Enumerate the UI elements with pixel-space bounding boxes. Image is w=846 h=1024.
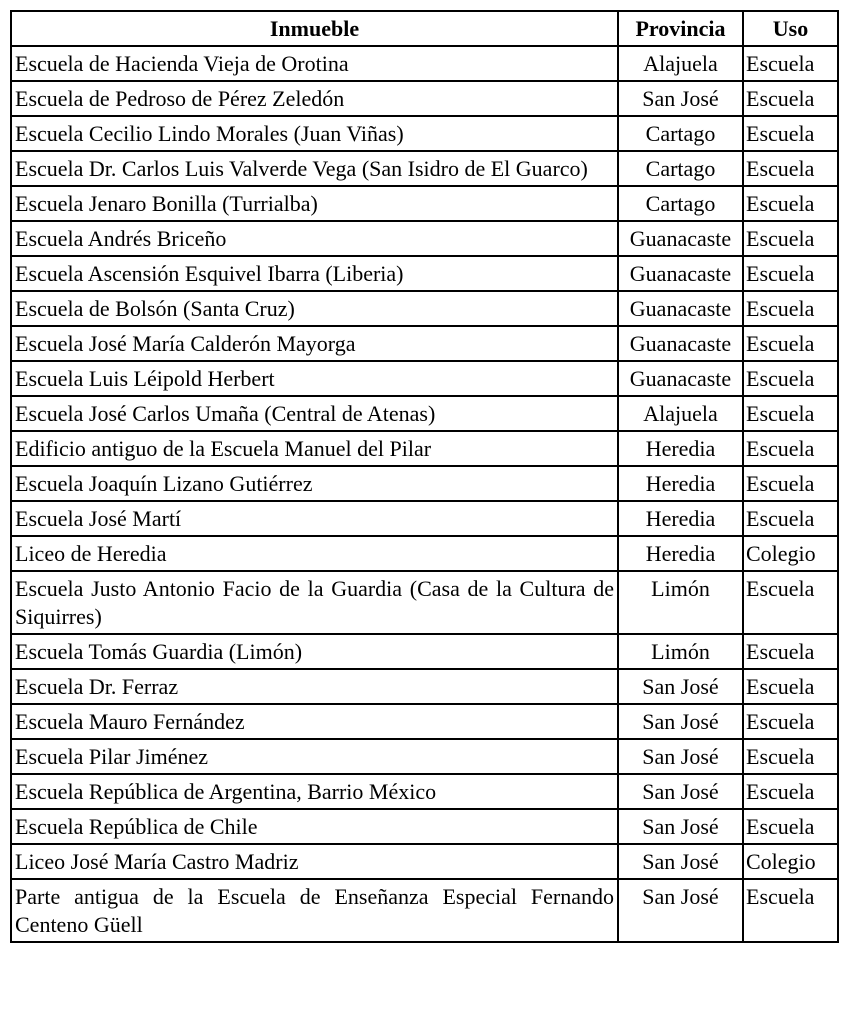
cell-uso: Escuela — [743, 879, 838, 942]
cell-uso: Escuela — [743, 256, 838, 291]
table-row — [11, 774, 838, 809]
cell-uso: Escuela — [743, 396, 838, 431]
cell-inmueble: Escuela Dr. Ferraz — [11, 669, 618, 704]
heritage-buildings-table — [10, 10, 839, 943]
cell-uso: Escuela — [743, 704, 838, 739]
table-row — [11, 151, 838, 186]
cell-provincia: San José — [618, 774, 743, 809]
cell-inmueble: Escuela República de Chile — [11, 809, 618, 844]
cell-inmueble: Escuela Jenaro Bonilla (Turrialba) — [11, 186, 618, 221]
table-row — [11, 536, 838, 571]
cell-uso: Escuela — [743, 809, 838, 844]
cell-inmueble: Escuela de Bolsón (Santa Cruz) — [11, 291, 618, 326]
table-body — [11, 46, 838, 942]
table-row — [11, 116, 838, 151]
cell-uso: Escuela — [743, 774, 838, 809]
table-row — [11, 46, 838, 81]
cell-inmueble: Liceo José María Castro Madriz — [11, 844, 618, 879]
cell-uso: Escuela — [743, 46, 838, 81]
cell-inmueble: Escuela Luis Léipold Herbert — [11, 361, 618, 396]
cell-inmueble: Escuela Mauro Fernández — [11, 704, 618, 739]
cell-provincia: San José — [618, 704, 743, 739]
cell-uso: Escuela — [743, 151, 838, 186]
cell-provincia: Limón — [618, 571, 743, 634]
column-header-provincia: Provincia — [618, 11, 743, 46]
cell-inmueble: Liceo de Heredia — [11, 536, 618, 571]
cell-inmueble: Escuela de Hacienda Vieja de Orotina — [11, 46, 618, 81]
cell-inmueble: Escuela Cecilio Lindo Morales (Juan Viñas) — [11, 116, 618, 151]
column-header-uso: Uso — [743, 11, 838, 46]
cell-inmueble: Escuela José Martí — [11, 501, 618, 536]
cell-uso: Escuela — [743, 669, 838, 704]
cell-provincia: Guanacaste — [618, 256, 743, 291]
cell-inmueble: Escuela Andrés Briceño — [11, 221, 618, 256]
table-row — [11, 361, 838, 396]
table-row — [11, 739, 838, 774]
table-row — [11, 221, 838, 256]
table-row — [11, 396, 838, 431]
cell-provincia: Heredia — [618, 501, 743, 536]
table-row — [11, 634, 838, 669]
cell-provincia: San José — [618, 739, 743, 774]
cell-uso: Escuela — [743, 739, 838, 774]
cell-provincia: San José — [618, 81, 743, 116]
cell-inmueble: Escuela Pilar Jiménez — [11, 739, 618, 774]
cell-provincia: Guanacaste — [618, 361, 743, 396]
table-row — [11, 704, 838, 739]
cell-provincia: Alajuela — [618, 396, 743, 431]
cell-provincia: Cartago — [618, 151, 743, 186]
table-row — [11, 501, 838, 536]
cell-provincia: San José — [618, 879, 743, 942]
cell-uso: Escuela — [743, 186, 838, 221]
cell-inmueble: Escuela de Pedroso de Pérez Zeledón — [11, 81, 618, 116]
cell-uso: Escuela — [743, 466, 838, 501]
cell-provincia: Heredia — [618, 466, 743, 501]
cell-provincia: San José — [618, 844, 743, 879]
cell-uso: Escuela — [743, 81, 838, 116]
cell-provincia: Alajuela — [618, 46, 743, 81]
cell-uso: Escuela — [743, 291, 838, 326]
table-row — [11, 571, 838, 634]
header-row — [11, 11, 838, 46]
cell-inmueble: Escuela República de Argentina, Barrio México — [11, 774, 618, 809]
cell-uso: Escuela — [743, 221, 838, 256]
table-row — [11, 186, 838, 221]
cell-inmueble: Parte antigua de la Escuela de Enseñanza Especial Fernando Centeno Güell — [11, 879, 618, 942]
table-row — [11, 844, 838, 879]
cell-provincia: Limón — [618, 634, 743, 669]
cell-provincia: Cartago — [618, 186, 743, 221]
cell-inmueble: Escuela Dr. Carlos Luis Valverde Vega (San Isidro de El Guarco) — [11, 151, 618, 186]
table-row — [11, 326, 838, 361]
table-row — [11, 81, 838, 116]
table-row — [11, 669, 838, 704]
cell-uso: Escuela — [743, 361, 838, 396]
cell-inmueble: Escuela Justo Antonio Facio de la Guardia (Casa de la Cultura de Siquirres) — [11, 571, 618, 634]
cell-uso: Escuela — [743, 571, 838, 634]
cell-uso: Escuela — [743, 431, 838, 466]
cell-uso: Colegio — [743, 536, 838, 571]
table-row — [11, 291, 838, 326]
cell-inmueble: Escuela José Carlos Umaña (Central de Atenas) — [11, 396, 618, 431]
table-row — [11, 256, 838, 291]
cell-uso: Escuela — [743, 326, 838, 361]
cell-inmueble: Escuela Joaquín Lizano Gutiérrez — [11, 466, 618, 501]
cell-provincia: Guanacaste — [618, 326, 743, 361]
cell-uso: Escuela — [743, 634, 838, 669]
column-header-inmueble: Inmueble — [11, 11, 618, 46]
cell-provincia: Heredia — [618, 536, 743, 571]
cell-inmueble: Edificio antiguo de la Escuela Manuel del Pilar — [11, 431, 618, 466]
cell-provincia: Cartago — [618, 116, 743, 151]
cell-inmueble: Escuela José María Calderón Mayorga — [11, 326, 618, 361]
cell-provincia: Guanacaste — [618, 221, 743, 256]
table-row — [11, 879, 838, 942]
cell-inmueble: Escuela Ascensión Esquivel Ibarra (Liberia) — [11, 256, 618, 291]
table-row — [11, 431, 838, 466]
cell-provincia: Heredia — [618, 431, 743, 466]
cell-uso: Escuela — [743, 501, 838, 536]
cell-inmueble: Escuela Tomás Guardia (Limón) — [11, 634, 618, 669]
table-header — [11, 11, 838, 46]
cell-uso: Escuela — [743, 116, 838, 151]
cell-provincia: San José — [618, 669, 743, 704]
table-row — [11, 809, 838, 844]
cell-provincia: Guanacaste — [618, 291, 743, 326]
cell-provincia: San José — [618, 809, 743, 844]
cell-uso: Colegio — [743, 844, 838, 879]
table-row — [11, 466, 838, 501]
